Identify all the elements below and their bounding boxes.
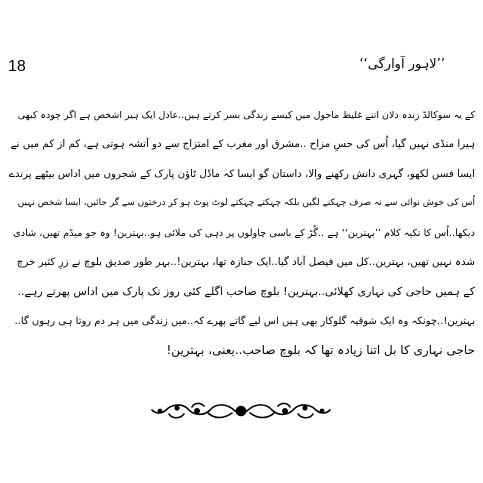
text-line: ہیرا منڈی نہیں گیا، اُس کی حسِ مزاح ..مشرق اور مغرب کے امتزاج سے دو آتشہ ہوتی ہے، کم از کم میں نے [10, 138, 475, 151]
body-text [8, 101, 475, 366]
page-number: 18 [8, 58, 26, 75]
text-line: کے یہ سوکالڈ زندہ دلان اتنے غلیظ ماحول میں کیسے زندگی بسر کرتے ہیں..عادل ایک ہیر اشخص ہے اگر چودہ کبھی [17, 110, 475, 121]
text-line: کے ہمیں حاجی کی نہاری کھلائی..بہترین! بلوچ صاحب اگلے کئی روز تک پارک میں اداس پھرتے رہے.. [17, 285, 475, 299]
text-line: ایسا فسں لکھو، گہری دانش رکھنے والا، داستان گو ایسا کہ ماڈل ٹاؤن پارک کے شجروں میں اداس بیٹھے پرندے [8, 167, 475, 180]
text-line: حاجی نہاری کا بل اتنا زیادہ تھا کہ بلوچ صاحب..یعنی، بہترین! [166, 343, 475, 358]
text-line: اُس کی خوش نوائی سے نہ صرف چہکنے لگیں بلکہ چہکتے چہکتے لوٹ پوٹ ہو کر درختوں سے گر جائیں، ایسا شخص نہیں [17, 198, 475, 209]
text-line: دیکھا..اُس کا تکیہ کلام ’’بہترین‘‘ ہے ..گُڑ کے باسی چاولوں پر دہی کی ملائی ہو..بہترین! وہ جو میڈم تھیں، شادی [13, 227, 475, 239]
floral-divider-icon [150, 401, 332, 421]
text-line: بہترین!..چونکہ وہ ایک شوقیہ گلوکار بھی ہیں اس لیے گاتے پھرے کہ..میں زندگی میں ہر دم روتا ہی رہوں گا.. [14, 315, 475, 327]
text-line: شدہ نہیں تھیں، بہترین..کل میں فیصل آباد گیا..ایک جنازہ تھا، بہترین!..بہر طور صدیق بلوچ نے زرِ کثیر خرچ [16, 255, 475, 268]
running-head: ’’لاہور آوارگی‘‘ [359, 57, 445, 72]
